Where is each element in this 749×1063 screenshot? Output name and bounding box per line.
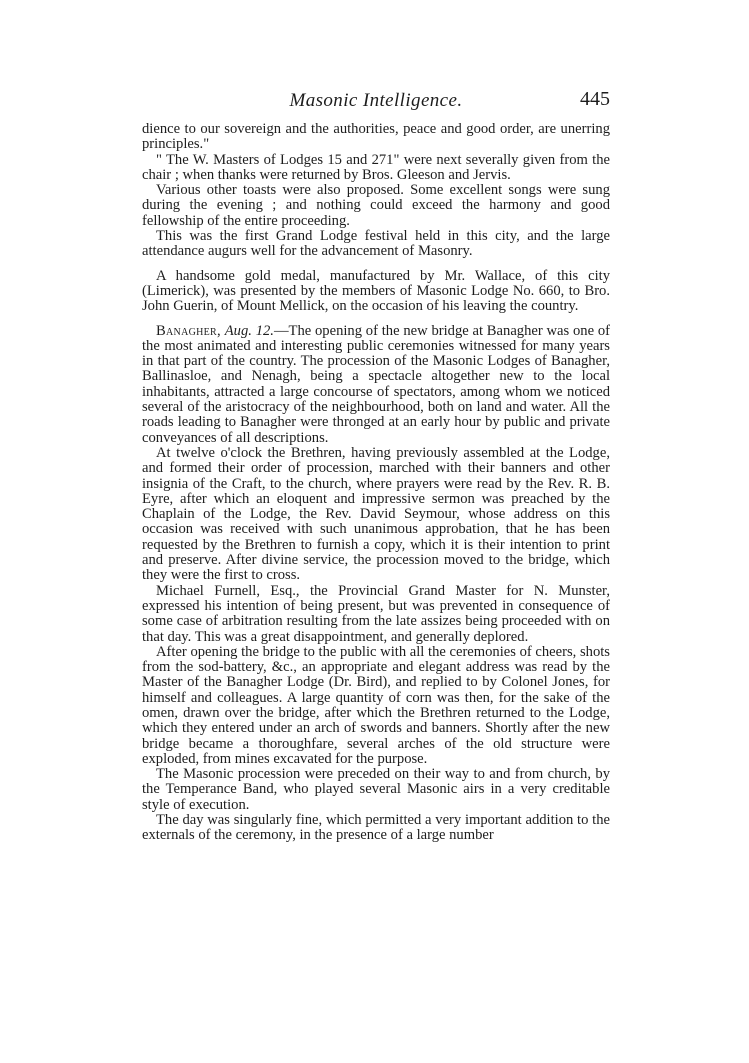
book-page (142, 88, 610, 844)
paragraph-fine-day: The day was singularly fine, which permitted a very important addition to the externals of the ceremony, in the presence of a large number (142, 812, 610, 844)
running-head (142, 88, 610, 114)
paragraph-banagher-text: —The opening of the new bridge at Banagher was one of the most animated and interesting public ceremonies witnessed for many years in that part of the country. The procession of the Masonic Lodges of Banagher, Ballinasloe, and Nenagh, being a spectacle altogether new to the local inhabitants, attracted a large concourse of spectators, among whom we noticed several of the aristocracy of the neighbourhood, both on land and water. All the roads leading to Banagher were thronged at an early hour by public and private conveyances of all descriptions. (142, 322, 610, 446)
running-title: Masonic Intelligence. (289, 90, 463, 111)
paragraph-furnell: Michael Furnell, Esq., the Provincial Grand Master for N. Munster, expressed his intention of being present, but was prevented in consequence of some case of arbitration resulting from the late assizes being proceeded with on that day. This was a great disappointment, and generally deplored. (142, 582, 610, 645)
paragraph-banagher-bridge (142, 324, 610, 446)
paragraph-other-toasts: Various other toasts were also proposed. Some excellent songs were sung during the evening ; and nothing could exceed the harmony and good fellowship of the entire proceeding. (142, 182, 610, 229)
place-heading: Banagher, (156, 322, 221, 339)
paragraph-gold-medal: A handsome gold medal, manufactured by Mr. Wallace, of this city (Limerick), was presented by the members of Masonic Lodge No. 660, to Bro. John Guerin, of Mount Mellick, on the occasion of his leaving the country. (142, 267, 610, 315)
paragraph-procession: At twelve o'clock the Brethren, having previously assembled at the Lodge, and formed their order of procession, marched with their banners and other insignia of the Craft, to the church, where prayers were read by the Rev. R. B. Eyre, after which an eloquent and impressive sermon was preached by the Chaplain of the Lodge, the Rev. David Seymour, whose address on this occasion was received with such unanimous approbation, that he has been requested by the Brethren to furnish a copy, which it is their intention to print and preserve. After divine service, the procession moved to the bridge, which they were the first to cross. (142, 444, 610, 584)
dateline: Aug. 12. (224, 322, 274, 339)
paragraph-opening-ceremony: After opening the bridge to the public with all the ceremonies of cheers, shots from the sod-battery, &c., an appropriate and elegant address was read by the Master of the Banagher Lodge (Dr. Bird), and replied to by Colonel Jones, for himself and colleagues. A large quantity of corn was then, for the sake of the omen, drawn over the bridge, after which the Brethren returned to the Lodge, which they entered under an arch of swords and banners. Shortly after the new bridge became a thoroughfare, several arches of the old structure were exploded, from mines excavated for the purpose. (142, 643, 610, 767)
paragraph-grand-lodge-festival: This was the first Grand Lodge festival held in this city, and the large attendance augurs well for the advancement of Masonry. (142, 228, 610, 260)
page-number: 445 (580, 88, 610, 110)
paragraph-masters-toast: " The W. Masters of Lodges 15 and 271" were next severally given from the chair ; when thanks were returned by Bros. Gleeson and Jervis. (142, 151, 610, 183)
paragraph-temperance-band: The Masonic procession were preceded on their way to and from church, by the Temperance Band, who played several Masonic airs in a very creditable style of execution. (142, 766, 610, 813)
paragraph-toast-continuation: dience to our sovereign and the authorities, peace and good order, are unerring principles." (142, 121, 610, 153)
